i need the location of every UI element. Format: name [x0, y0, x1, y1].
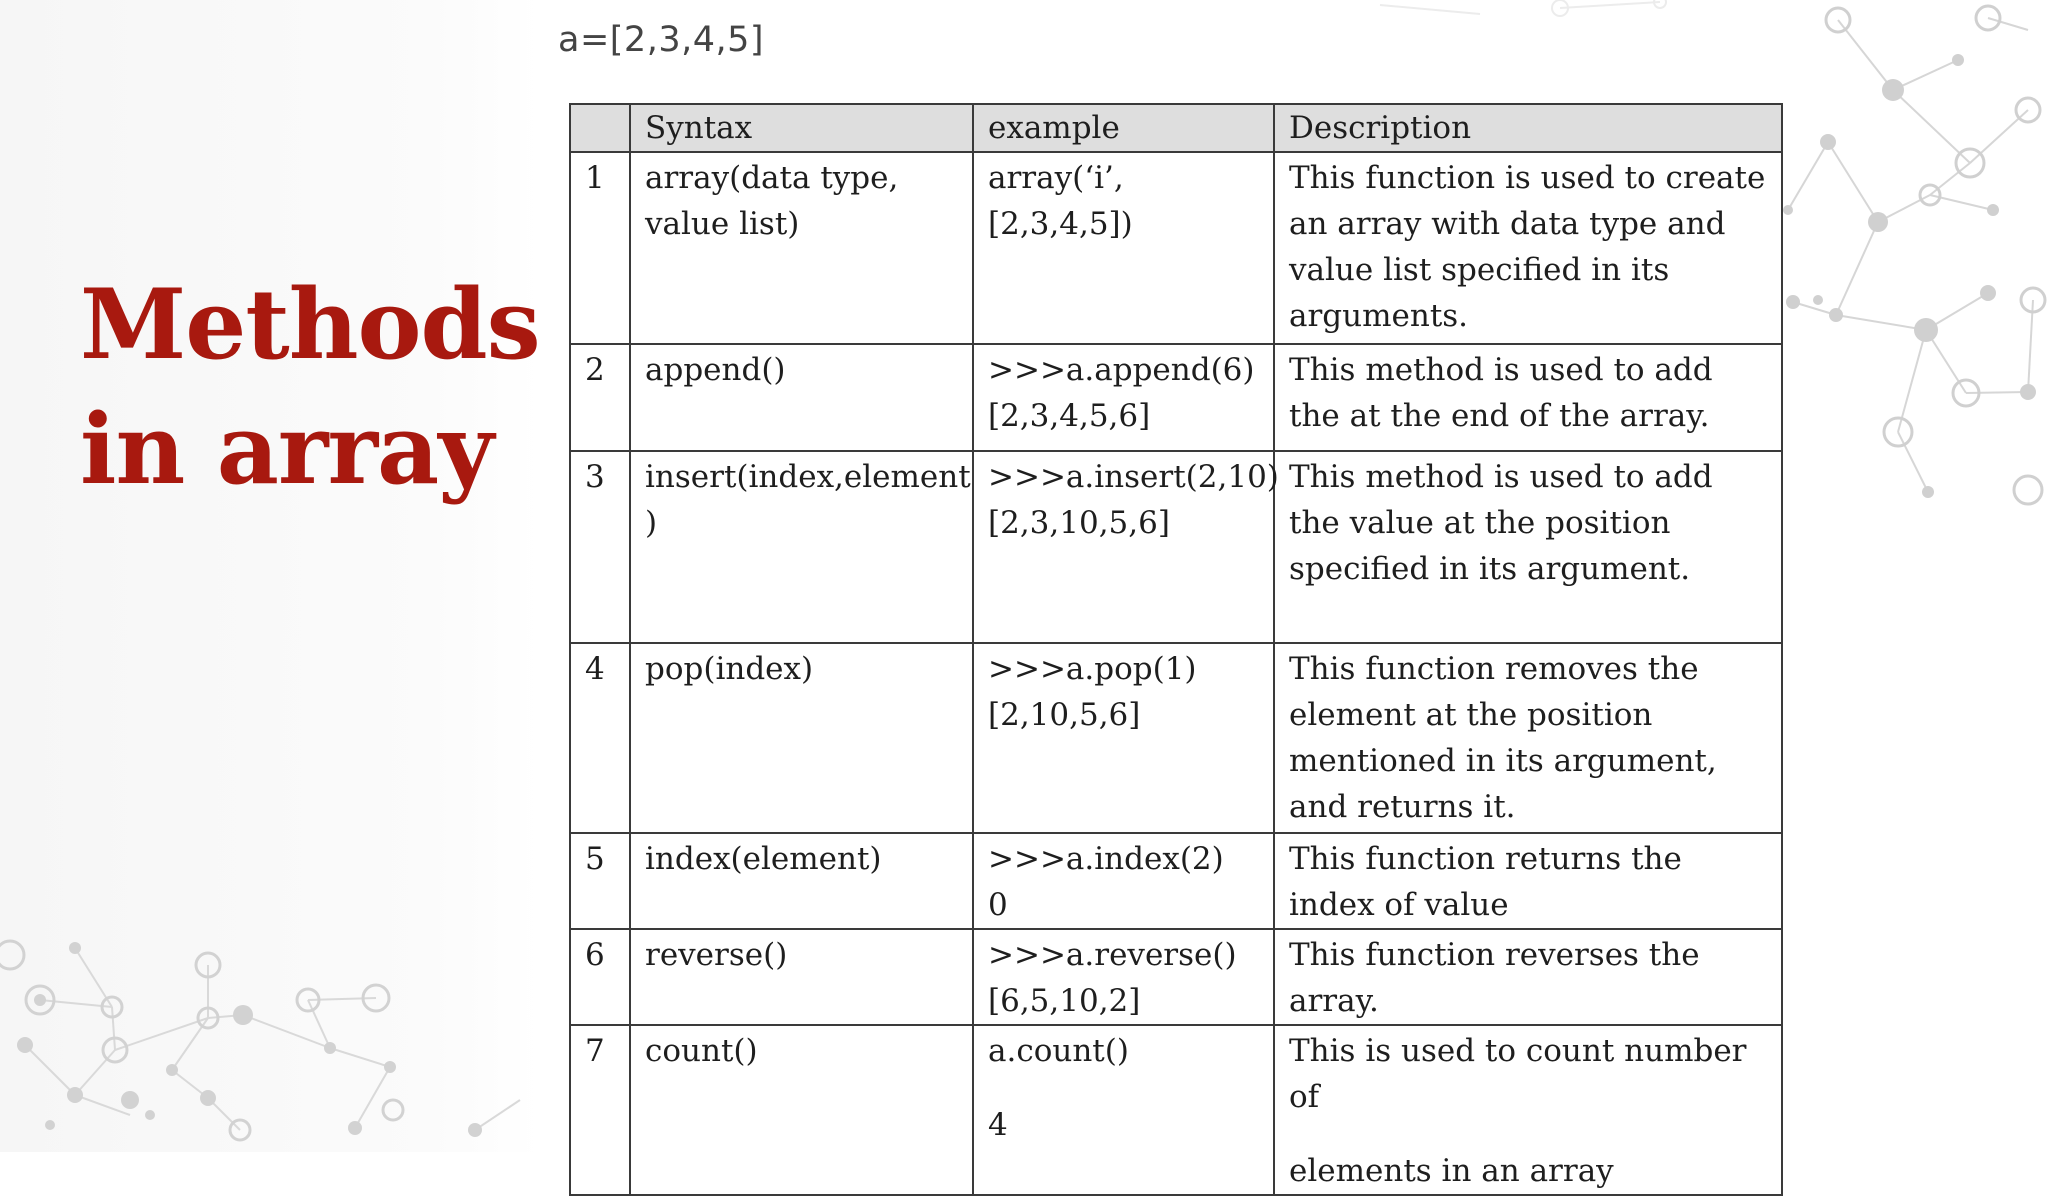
row-syntax: count(): [630, 1025, 973, 1195]
network-decoration-top: [1360, 0, 1720, 30]
row-syntax: index(element): [630, 833, 973, 929]
table-row: [570, 929, 1782, 1025]
row-description: This function returns the index of value: [1274, 833, 1782, 929]
row-number: 6: [570, 929, 630, 1025]
row-syntax: reverse(): [630, 929, 973, 1025]
row-number: 7: [570, 1025, 630, 1195]
table-row: [570, 643, 1782, 833]
row-example: [973, 152, 1274, 344]
row-number: 4: [570, 643, 630, 833]
example-result: [2,3,10,5,6]: [988, 505, 1170, 541]
header-example: example: [973, 104, 1274, 152]
example-result: [6,5,10,2]: [988, 983, 1141, 1019]
table-header-row: [570, 104, 1782, 152]
header-number: [570, 104, 630, 152]
example-code: >>>a.insert(2,10): [988, 459, 1279, 495]
row-example: [973, 344, 1274, 451]
header-description: Description: [1274, 104, 1782, 152]
example-code: a.count(): [988, 1033, 1129, 1069]
slide-title-line1: Methods: [80, 268, 540, 381]
array-assignment: a=[2,3,4,5]: [558, 20, 765, 60]
example-code: >>>a.append(6): [988, 352, 1255, 388]
slide-title-line2: in array: [80, 393, 494, 506]
row-description: This method is used to add the value at the position specified in its argument.: [1274, 451, 1782, 643]
row-description: This function is used to create an array with data type and value list specified in its arguments.: [1274, 152, 1782, 344]
table-row: [570, 451, 1782, 643]
row-description: [1274, 1025, 1782, 1195]
row-number: 2: [570, 344, 630, 451]
slide-title: [80, 262, 540, 512]
table-row: [570, 1025, 1782, 1195]
example-code: >>>a.reverse(): [988, 937, 1237, 973]
example-result: [2,10,5,6]: [988, 697, 1141, 733]
table-row: [570, 152, 1782, 344]
row-syntax: insert(index,element ): [630, 451, 973, 643]
example-result: [2,3,4,5,6]: [988, 398, 1151, 434]
table-row: [570, 344, 1782, 451]
row-example: [973, 451, 1279, 643]
methods-table: [569, 103, 1783, 1196]
table-row: [570, 833, 1782, 929]
example-result: 4: [988, 1107, 1008, 1143]
example-code: >>>a.index(2): [988, 841, 1224, 877]
row-description: This function reverses the array.: [1274, 929, 1782, 1025]
example-code: >>>a.pop(1): [988, 651, 1197, 687]
row-syntax: append(): [630, 344, 973, 451]
header-syntax: Syntax: [630, 104, 973, 152]
description-line: This is used to count number of: [1289, 1033, 1747, 1115]
row-number: 1: [570, 152, 630, 344]
example-result: 0: [988, 887, 1008, 923]
row-example: [973, 1025, 1274, 1195]
row-example: [973, 643, 1274, 833]
description-spacer: [1289, 1120, 1767, 1148]
example-spacer: [988, 1074, 1259, 1102]
description-line: elements in an array: [1289, 1153, 1614, 1189]
row-description: This function removes the element at the position mentioned in its argument, and returns it.: [1274, 643, 1782, 833]
row-syntax: pop(index): [630, 643, 973, 833]
row-example: [973, 833, 1274, 929]
example-code: array(‘i’,[2,3,4,5]): [988, 160, 1133, 242]
slide-background-left: [0, 0, 540, 1152]
row-example: [973, 929, 1274, 1025]
row-number: 5: [570, 833, 630, 929]
row-description: This method is used to add the at the end of the array.: [1274, 344, 1782, 451]
row-syntax: array(data type, value list): [630, 152, 973, 344]
row-number: 3: [570, 451, 630, 643]
